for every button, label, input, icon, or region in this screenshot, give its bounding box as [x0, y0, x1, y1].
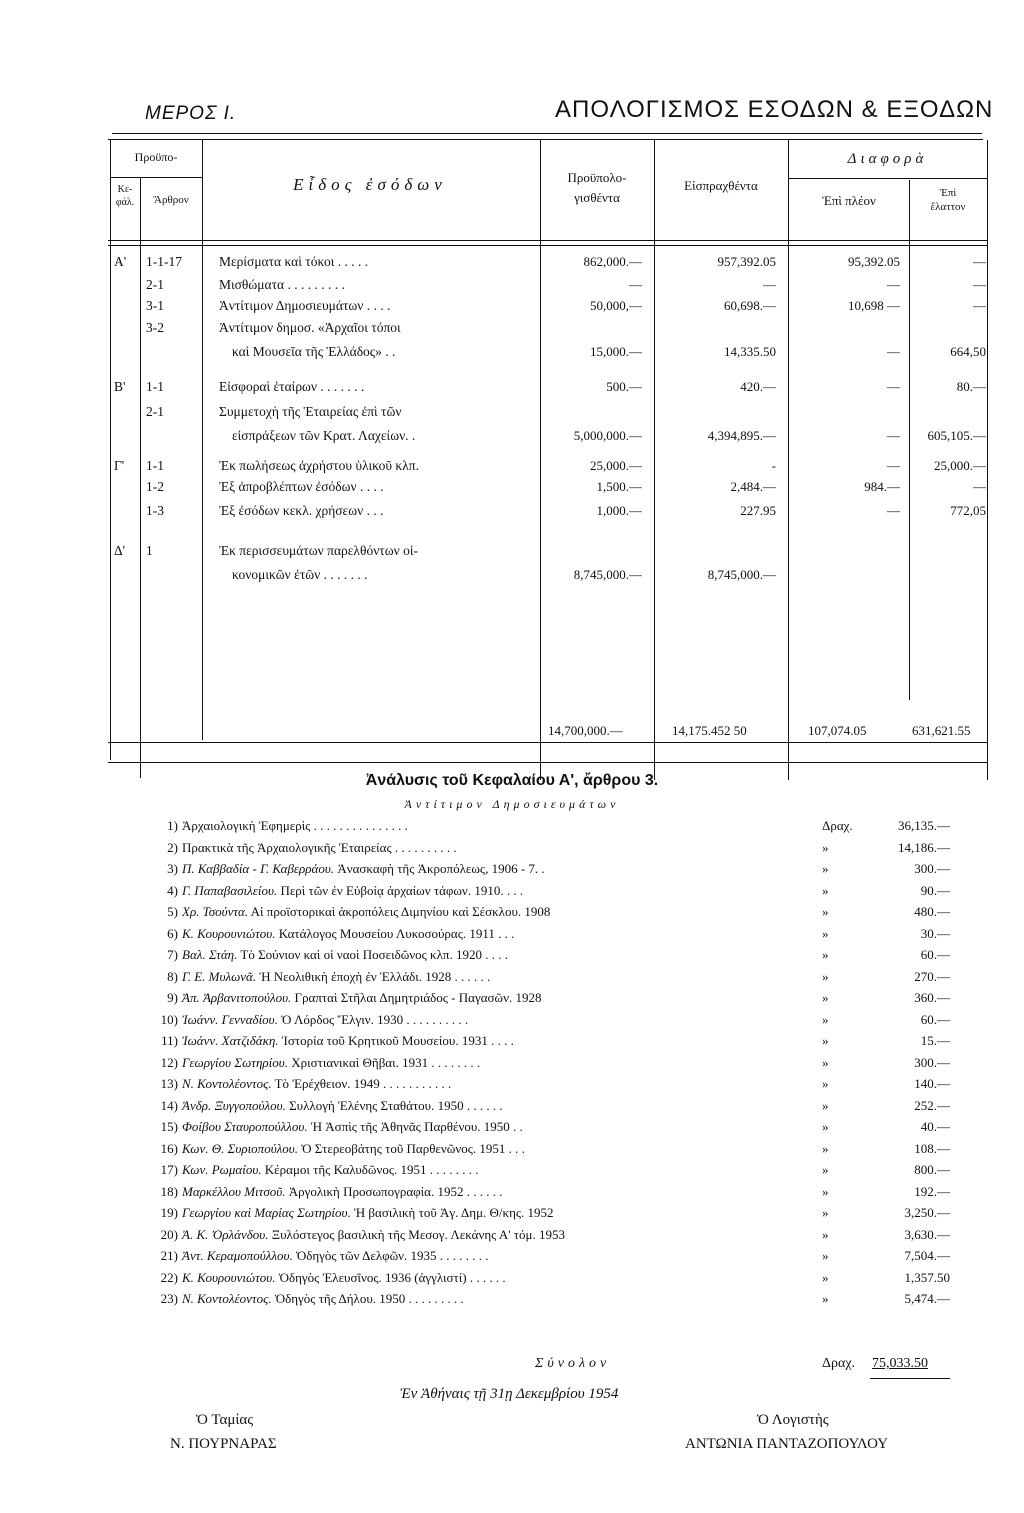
publication-text	[182, 1162, 479, 1178]
header-kind: Εἶδος ἐσόδων	[293, 175, 447, 194]
publication-title: Ὁδηγὸς Ἐλευσῖνος. 1936 (ἀγγλιστί) . . . . . .	[278, 1269, 506, 1285]
page-title: ΑΠΟΛΟΓΙΣΜΟΣ ΕΣΟΔΩΝ & ΕΞΟΔΩΝ	[555, 96, 994, 123]
row-collected: —	[763, 277, 776, 292]
publication-index: 7)	[167, 947, 178, 962]
publication-item	[120, 990, 950, 1012]
publication-author: Ἰωάνν. Γενναδίου.	[182, 1011, 278, 1027]
publication-index: 11)	[161, 1033, 178, 1048]
publication-currency-mark: »	[822, 1140, 829, 1156]
publication-index: 1)	[167, 818, 178, 833]
publication-index: 3)	[167, 861, 178, 876]
part-label: ΜΕΡΟΣ Ι.	[145, 103, 237, 124]
publication-currency-mark: »	[822, 839, 829, 855]
publication-title: Συλλογὴ Ἑλένης Σταθάτου. 1950 . . . . . .	[289, 1097, 503, 1113]
publication-amount: 60.—	[920, 1011, 950, 1027]
publication-title: Περὶ τῶν ἐν Εὐβοίᾳ ἀρχαίων τάφων. 1910. . . .	[280, 882, 524, 898]
publication-title: Πρακτικὰ τῆς Ἀρχαιολογικῆς Ἑταιρείας . . . . . . . . . .	[182, 839, 457, 855]
row-budgeted: —	[629, 277, 642, 292]
row-less: —	[973, 277, 986, 292]
publication-index: 5)	[167, 904, 178, 919]
publication-amount: 3,250.—	[904, 1205, 950, 1220]
header-difference: Διαφορὰ	[847, 151, 928, 167]
row-less: —	[973, 479, 986, 494]
publication-amount: 800.—	[914, 1162, 950, 1177]
publication-title: Τὸ Ἐρέχθειον. 1949 . . . . . . . . . . .	[274, 1076, 452, 1091]
publication-author: Γεωργίου Σωτηρίου.	[182, 1054, 288, 1070]
row-article: 1-1	[146, 458, 164, 473]
header-bottom-rule	[108, 240, 988, 241]
publication-currency-mark: »	[822, 882, 829, 898]
publication-author: Κων. Ρωμαίου.	[182, 1162, 262, 1177]
totals-bottom-rule	[108, 762, 988, 763]
col-line-article	[140, 178, 141, 778]
publication-title: Ξυλόστεγος βασιλικὴ τῆς Μεσογ. Λεκάνης Α' τόμ. 1953	[271, 1226, 565, 1242]
row-more: —	[887, 458, 900, 473]
publication-text	[182, 840, 457, 856]
publication-title: Ὁ Στερεοβάτης τοῦ Παρθενῶνος. 1951 . . .	[301, 1140, 525, 1156]
header-budgeted-text: Προϋπολο- γισθέντα	[567, 170, 627, 205]
row-budgeted: 1,000.—	[596, 503, 642, 518]
publication-amount: 300.—	[914, 1054, 950, 1070]
publication-index: 13)	[160, 1076, 178, 1091]
header-more: Ἐπὶ πλέον	[822, 193, 876, 208]
publication-author: Ἀνδρ. Ξυγγοπούλου.	[182, 1097, 286, 1113]
publication-title: Ἀρχαιολογικὴ Ἐφημερὶς . . . . . . . . . . . . . . .	[182, 818, 408, 833]
row-budgeted: 15,000.—	[590, 344, 642, 359]
publication-currency-mark: Δραχ.	[822, 818, 853, 833]
publication-author: Ἀπ. Ἀρβανιτοπούλου.	[182, 990, 292, 1005]
publication-index: 16)	[160, 1140, 178, 1156]
header-collected: Εἰσπραχθέντα	[684, 178, 758, 193]
publication-amount: 480.—	[914, 904, 950, 919]
publication-currency-mark: »	[822, 1248, 829, 1263]
row-chapter: Α'	[114, 254, 127, 269]
publication-currency-mark: »	[822, 1205, 829, 1220]
publication-author: Ν. Κοντολέοντος.	[182, 1291, 272, 1306]
publication-text	[182, 1033, 514, 1049]
sub-header-rule-diff	[788, 178, 988, 179]
publication-amount: 140.—	[914, 1076, 950, 1091]
publication-amount: 360.—	[914, 990, 950, 1005]
publication-text	[182, 926, 514, 942]
publication-title: Ἡ Ἀσπὶς τῆς Ἀθηνᾶς Παρθένου. 1950 . .	[310, 1119, 523, 1134]
publication-item	[120, 1248, 950, 1270]
publication-currency-mark: »	[822, 1076, 829, 1091]
publication-text	[182, 1076, 451, 1092]
row-chapter: Γ'	[114, 458, 125, 473]
total-collected: 14,175.452 50	[672, 723, 747, 738]
publication-author: Γ. Παπαβασιλείου.	[182, 882, 278, 898]
publication-currency-mark: »	[822, 1183, 829, 1199]
place-date: Ἐν Ἀθήναις τῇ 31ῃ Δεκεμβρίου 1954	[400, 1386, 619, 1402]
total-more: 107,074.05	[808, 723, 867, 738]
publication-text	[182, 1012, 468, 1028]
publication-item	[120, 1141, 950, 1163]
publication-author: Ἀ. Κ. Ὀρλάνδου.	[182, 1226, 269, 1242]
analysis-title: Ἀνάλυσις τοῦ Κεφαλαίου Α', ἄρθρου 3.	[365, 772, 659, 789]
publication-index: 22)	[160, 1269, 178, 1285]
publication-title: Ἀνασκαφὴ τῆς Ἀκροπόλεως, 1906 - 7. .	[337, 861, 545, 876]
publication-currency-mark: »	[822, 1054, 829, 1070]
publication-index: 20)	[160, 1226, 178, 1242]
publication-title: Ὁ Λόρδος Ἔλγιν. 1930 . . . . . . . . . .	[281, 1011, 469, 1027]
publication-item	[120, 1076, 950, 1098]
analysis-subtitle: Ἀντίτιμον Δημοσιευμάτων	[404, 797, 620, 811]
row-more: —	[887, 428, 900, 443]
publication-title: Χριστιανικαὶ Θῆβαι. 1931 . . . . . . . .	[291, 1054, 481, 1070]
publication-index: 17)	[160, 1162, 178, 1177]
row-description: Μισθώματα . . . . . . . . .	[219, 277, 345, 292]
header-chapter-text: Κε- φάλ.	[115, 184, 135, 208]
publication-index: 14)	[160, 1097, 178, 1113]
publication-item	[120, 969, 950, 991]
publication-currency-mark: »	[822, 1226, 829, 1242]
row-article: 2-1	[146, 277, 164, 292]
publication-item	[120, 883, 950, 905]
publication-item	[120, 1291, 950, 1313]
publication-author: Ἀντ. Κεραμοπούλλου.	[182, 1248, 293, 1263]
row-article: 3-1	[146, 298, 164, 313]
row-budgeted: 8,745,000.—	[573, 567, 642, 582]
publication-title: Ὁδηγὸς τῶν Δελφῶν. 1935 . . . . . . . .	[295, 1248, 489, 1263]
row-chapter: Β'	[114, 379, 126, 394]
row-more: —	[887, 379, 900, 394]
col-line-budgeted	[540, 140, 541, 780]
row-chapter: Δ'	[114, 543, 126, 558]
totals-top-rule	[108, 742, 988, 743]
publication-amount: 5,474.—	[904, 1291, 950, 1306]
row-budgeted: 1,500.—	[596, 479, 642, 494]
publication-amount: 192.—	[914, 1183, 950, 1199]
publication-text	[182, 1141, 525, 1157]
publication-title: Ὁδηγὸς τῆς Δήλου. 1950 . . . . . . . . .	[274, 1291, 464, 1306]
publication-currency-mark: »	[822, 925, 829, 941]
publication-title: Ἱστορία τοῦ Κρητικοῦ Μουσείου. 1931 . . . .	[281, 1033, 514, 1048]
row-description: κονομικῶν ἐτῶν . . . . . . .	[232, 567, 368, 582]
publication-amount: 1,357.50	[904, 1269, 950, 1285]
row-less: 605,105.—	[927, 428, 986, 443]
row-more: —	[887, 277, 900, 292]
publication-index: 9)	[167, 990, 178, 1005]
accountant-title: Ὁ Λογιστὴς	[757, 1412, 829, 1428]
publication-index: 2)	[167, 839, 178, 855]
publication-item	[120, 1205, 950, 1227]
publication-author: Κ. Κουρουνιώτου.	[182, 925, 276, 941]
row-article: 1	[146, 543, 153, 558]
total-double-rule	[870, 1378, 950, 1379]
publications-total-label: Σύνολον	[535, 1356, 611, 1371]
publication-text	[182, 861, 545, 877]
row-article: 1-1-17	[146, 254, 182, 269]
publication-title: Γραπταὶ Στῆλαι Δημητριάδος - Παγασῶν. 1928	[294, 990, 542, 1005]
publication-item	[120, 1162, 950, 1184]
row-less: 80.—	[956, 379, 986, 394]
row-less: —	[973, 298, 986, 313]
publication-title: Κατάλογος Μουσείου Λυκοσούρας. 1911 . . .	[278, 925, 515, 941]
col-line-difference	[788, 140, 789, 780]
row-more: 10,698 —	[848, 298, 900, 313]
row-collected: 957,392.05	[717, 254, 776, 269]
row-budgeted: 25,000.—	[590, 458, 642, 473]
row-collected: 2,484.—	[730, 479, 776, 494]
publication-amount: 15.—	[920, 1033, 950, 1048]
publication-title: Κέραμοι τῆς Καλυδῶνος. 1951 . . . . . . . .	[264, 1162, 479, 1177]
publication-index: 6)	[167, 925, 178, 941]
top-rule-thin	[108, 139, 983, 140]
publication-amount: 3,630.—	[904, 1226, 950, 1242]
publication-amount: 300.—	[914, 861, 950, 876]
row-description: Ἀντίτιμον Δημοσιευμάτων . . . .	[219, 298, 391, 313]
publication-author: Μαρκέλλου Μιτσοῦ.	[182, 1183, 286, 1199]
publication-text	[182, 1098, 503, 1114]
publication-currency-mark: »	[822, 1162, 829, 1177]
publication-text	[182, 1291, 464, 1307]
row-more: —	[887, 503, 900, 518]
publication-item	[120, 1033, 950, 1055]
publication-text	[182, 947, 508, 963]
publication-currency-mark: »	[822, 861, 829, 876]
publication-text	[182, 990, 541, 1006]
row-description: καὶ Μουσεῖα τῆς Ἑλλάδος» . .	[232, 344, 396, 359]
header-less-text: Ἐπὶ ἔλαττον	[930, 187, 966, 213]
row-description: Εἰσφοραὶ ἑταίρων . . . . . . .	[219, 379, 365, 394]
header-article: Ἄρθρον	[153, 194, 189, 206]
publication-index: 4)	[167, 882, 178, 898]
publication-currency-mark: »	[822, 990, 829, 1005]
row-description: Ἐκ πωλήσεως ἀχρήστου ὑλικοῦ κλπ.	[219, 458, 419, 473]
publications-total-amount: 75,033.50	[872, 1356, 928, 1371]
publication-currency-mark: »	[822, 1119, 829, 1134]
publication-title: Ἀργολικὴ Προσωπογραφία. 1952 . . . . . .	[288, 1183, 503, 1199]
row-article: 3-2	[146, 320, 164, 335]
publication-item	[120, 1098, 950, 1120]
publication-item	[120, 1012, 950, 1034]
col-line-collected	[654, 140, 655, 780]
publication-text	[182, 1055, 480, 1071]
header-bottom-rule-2	[108, 245, 988, 246]
publication-text	[182, 1184, 502, 1200]
publication-author: Π. Καββαδία - Γ. Καβερράου.	[182, 861, 335, 876]
header-less	[910, 186, 986, 214]
publication-currency-mark: »	[822, 1033, 829, 1048]
publication-amount: 270.—	[914, 968, 950, 984]
publication-item	[120, 1270, 950, 1292]
row-collected: -	[771, 458, 776, 473]
publication-index: 18)	[160, 1183, 178, 1199]
publications-total-mark: Δραχ.	[822, 1356, 856, 1371]
row-description: Ἐξ ἐσόδων κεκλ. χρήσεων . . .	[219, 503, 384, 518]
publication-currency-mark: »	[822, 1269, 829, 1285]
publication-amount: 252.—	[914, 1097, 950, 1113]
publication-index: 8)	[167, 968, 178, 984]
publication-title: Ἡ Νεολιθικὴ ἐποχὴ ἐν Ἑλλάδι. 1928 . . . . . .	[259, 968, 491, 984]
publication-author: Γ. Ε. Μυλωνᾶ.	[182, 968, 257, 984]
publication-text	[182, 1227, 565, 1243]
publication-author: Ἰωάνν. Χατζιδάκη.	[182, 1033, 279, 1048]
row-more: 95,392.05	[848, 254, 900, 269]
publication-text	[182, 1205, 554, 1221]
accountant-name: ΑΝΤΩΝΙΑ ΠΑΝΤΑΖΟΠΟΥΛΟΥ	[685, 1436, 889, 1452]
publication-item	[120, 1055, 950, 1077]
row-less: 25,000.—	[934, 458, 986, 473]
row-collected: 14,335.50	[724, 344, 776, 359]
row-collected: 60,698.—	[724, 298, 776, 313]
publication-item	[120, 861, 950, 883]
publication-amount: 30.—	[920, 925, 950, 941]
row-article: 1-3	[146, 503, 164, 518]
row-description: Συμμετοχὴ τῆς Ἑταιρείας ἐπὶ τῶν	[219, 404, 402, 419]
row-less: 664,50	[950, 344, 986, 359]
publication-index: 15)	[160, 1119, 178, 1134]
total-less: 631,621.55	[912, 723, 971, 738]
row-more: —	[887, 344, 900, 359]
col-line-right	[987, 140, 988, 780]
publication-author: Χρ. Τσούντα.	[182, 904, 249, 919]
publication-currency-mark: »	[822, 947, 829, 962]
publication-item	[120, 840, 950, 862]
row-description: Ἀντίτιμον δημοσ. «Ἀρχαῖοι τόποι	[219, 320, 401, 335]
publication-title: Τὸ Σούνιον καὶ οἱ ναοὶ Ποσειδῶνος κλπ. 1920 . . . .	[240, 947, 508, 962]
col-line-kind	[202, 140, 203, 740]
row-less: 772,05	[950, 503, 986, 518]
header-budget-group: Προϋπο-	[134, 150, 178, 164]
row-budgeted: 500.—	[606, 379, 642, 394]
row-article: 2-1	[146, 404, 164, 419]
publication-item	[120, 1119, 950, 1141]
row-description: Μερίσματα καὶ τόκοι . . . . .	[219, 254, 369, 269]
publication-text	[182, 1248, 489, 1264]
publication-currency-mark: »	[822, 1011, 829, 1027]
publication-index: 23)	[160, 1291, 178, 1306]
publication-currency-mark: »	[822, 904, 829, 919]
top-rule	[112, 133, 982, 134]
publication-item	[120, 904, 950, 926]
publication-amount: 60.—	[920, 947, 950, 962]
publication-index: 12)	[160, 1054, 178, 1070]
row-budgeted: 862,000.—	[583, 254, 642, 269]
publication-amount: 36,135.—	[898, 818, 950, 833]
row-collected: 420.—	[740, 379, 776, 394]
treasurer-title: Ὁ Ταμίας	[196, 1412, 254, 1428]
row-budgeted: 50,000,—	[590, 298, 642, 313]
publication-currency-mark: »	[822, 968, 829, 984]
publication-text	[182, 969, 490, 985]
row-description: εἰσπράξεων τῶν Κρατ. Λαχείων. .	[232, 428, 416, 443]
publication-index: 21)	[160, 1248, 178, 1263]
header-chapter	[110, 183, 140, 209]
publication-text	[182, 1119, 523, 1135]
row-more: 984.—	[864, 479, 900, 494]
publication-text	[182, 883, 523, 899]
publication-item	[120, 1227, 950, 1249]
publication-author: Κ. Κουρουνιώτου.	[182, 1269, 276, 1285]
publication-item	[120, 926, 950, 948]
publication-title: Αἱ προϊστορικαὶ ἀκροπόλεις Διμηνίου καὶ Σέσκλου. 1908	[250, 904, 551, 919]
row-budgeted: 5,000,000.—	[573, 428, 642, 443]
publication-text	[182, 818, 408, 834]
publication-item	[120, 818, 950, 840]
publication-index: 10)	[160, 1011, 178, 1027]
row-article: 1-1	[146, 379, 164, 394]
publication-author: Κων. Θ. Συριοπούλου.	[182, 1140, 299, 1156]
header-budgeted	[542, 168, 652, 208]
publication-index: 19)	[160, 1205, 178, 1220]
total-budgeted: 14,700,000.—	[548, 723, 623, 738]
publication-amount: 14,186.—	[898, 839, 950, 855]
sub-header-rule-left	[110, 177, 202, 178]
publication-text	[182, 904, 550, 920]
publication-amount: 90.—	[920, 882, 950, 898]
publication-author: Βαλ. Στάη.	[182, 947, 238, 962]
publication-amount: 7,504.—	[904, 1248, 950, 1263]
publication-currency-mark: »	[822, 1291, 829, 1306]
row-collected: 4,394,895.—	[707, 428, 776, 443]
treasurer-name: Ν. ΠΟΥΡΝΑΡΑΣ	[170, 1436, 277, 1452]
publication-title: Ἡ βασιλικὴ τοῦ Ἁγ. Δημ. Θ/κης. 1952	[354, 1205, 554, 1220]
publication-item	[120, 1184, 950, 1206]
col-line-chapter	[110, 140, 111, 760]
row-less: —	[973, 254, 986, 269]
publication-author: Ν. Κοντολέοντος.	[182, 1076, 272, 1091]
publication-amount: 108.—	[914, 1140, 950, 1156]
row-description: Ἐκ περισσευμάτων παρελθόντων οἰ-	[219, 543, 418, 558]
publication-item	[120, 947, 950, 969]
publication-author: Φοίβου Σταυροπούλλου.	[182, 1119, 308, 1134]
row-description: Ἐξ ἀπροβλέπτων ἐσόδων . . . .	[219, 479, 384, 494]
row-collected: 227.95	[740, 503, 776, 518]
row-collected: 8,745,000.—	[707, 567, 776, 582]
publication-text	[182, 1270, 506, 1286]
row-article: 1-2	[146, 479, 164, 494]
publication-author: Γεωργίου καὶ Μαρίας Σωτηρίου.	[182, 1205, 351, 1220]
publication-currency-mark: »	[822, 1097, 829, 1113]
publication-amount: 40.—	[920, 1119, 950, 1134]
